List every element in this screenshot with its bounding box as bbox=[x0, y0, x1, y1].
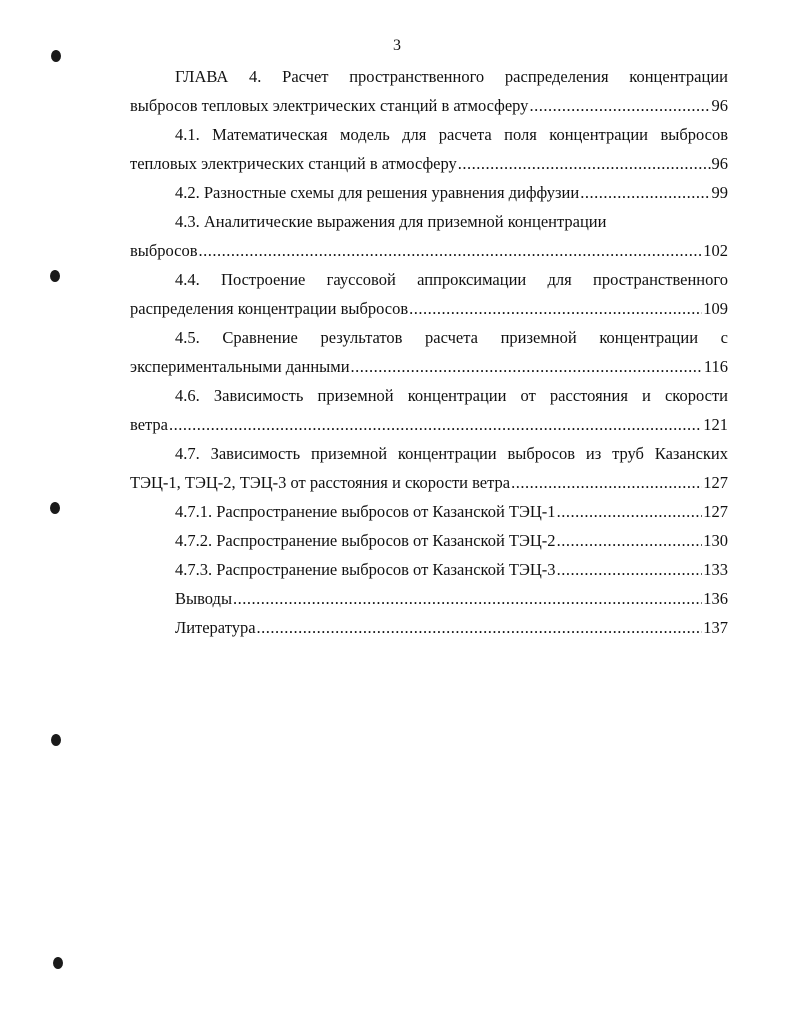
toc-entry-text: ТЭЦ-1, ТЭЦ-2, ТЭЦ-3 от расстояния и скорости ветра bbox=[130, 473, 511, 492]
toc-page-ref: 133 bbox=[703, 560, 728, 579]
leader-dots bbox=[458, 149, 711, 178]
leader-dots bbox=[409, 294, 702, 323]
toc-entry-text: выбросов тепловых электрических станций в атмосферу bbox=[130, 96, 529, 115]
toc-page-ref: 109 bbox=[703, 299, 728, 318]
toc-section-4-5-line1: 4.5. Сравнение результатов расчета приземной концентрации с bbox=[175, 328, 728, 347]
punch-hole-mark bbox=[53, 957, 63, 969]
toc-literature bbox=[130, 613, 728, 642]
leader-dots bbox=[199, 236, 703, 265]
toc-page-ref: 116 bbox=[703, 357, 728, 376]
toc-section-4-7-2 bbox=[130, 526, 728, 555]
toc-section-4-6-line2 bbox=[130, 410, 728, 439]
toc-section-4-7-3 bbox=[130, 555, 728, 584]
toc-page-ref: 102 bbox=[703, 241, 728, 260]
toc-page-ref: 96 bbox=[711, 96, 728, 115]
punch-hole-mark bbox=[51, 50, 61, 62]
punch-hole-mark bbox=[50, 270, 60, 282]
toc-page-ref: 136 bbox=[703, 589, 728, 608]
leader-dots bbox=[233, 584, 702, 613]
toc-page-ref: 127 bbox=[703, 473, 728, 492]
toc-section-4-7-1 bbox=[130, 497, 728, 526]
toc-page-ref: 121 bbox=[703, 415, 728, 434]
toc-page-ref: 137 bbox=[703, 618, 728, 637]
toc-section-4-4-line2 bbox=[130, 294, 728, 323]
toc-chapter4-line2 bbox=[130, 91, 728, 120]
toc-entry-text: ветра bbox=[130, 415, 169, 434]
toc-section-4-7-line1: 4.7. Зависимость приземной концентрации выбросов из труб Казанских bbox=[175, 444, 728, 463]
leader-dots bbox=[257, 613, 703, 642]
toc-entry-text: 4.7.2. Распространение выбросов от Казанской ТЭЦ-2 bbox=[175, 531, 556, 550]
leader-dots bbox=[557, 555, 703, 584]
toc-entry-text: экспериментальными данными bbox=[130, 357, 350, 376]
leader-dots bbox=[351, 352, 703, 381]
toc-page-ref: 99 bbox=[711, 183, 728, 202]
toc-section-4-1-line2 bbox=[130, 149, 728, 178]
leader-dots bbox=[169, 410, 702, 439]
toc-chapter4-line1: ГЛАВА 4. Расчет пространственного распределения концентрации bbox=[175, 67, 728, 86]
toc-section-4-3-line2 bbox=[130, 236, 728, 265]
toc-section-4-1-line1: 4.1. Математическая модель для расчета поля концентрации выбросов bbox=[175, 125, 728, 144]
punch-hole-mark bbox=[51, 734, 61, 746]
leader-dots bbox=[557, 497, 703, 526]
toc-entry-text: тепловых электрических станций в атмосферу bbox=[130, 154, 457, 173]
toc-page-ref: 130 bbox=[703, 531, 728, 550]
toc-entry-text: распределения концентрации выбросов bbox=[130, 299, 409, 318]
toc-entry-text: выбросов bbox=[130, 241, 198, 260]
toc-entry-text: Выводы bbox=[175, 589, 233, 608]
page-number: 3 bbox=[393, 37, 401, 54]
toc-entry-text: 4.7.3. Распространение выбросов от Казанской ТЭЦ-3 bbox=[175, 560, 556, 579]
toc-page-ref: 96 bbox=[711, 154, 728, 173]
table-of-contents bbox=[130, 62, 728, 642]
leader-dots bbox=[580, 178, 710, 207]
leader-dots bbox=[529, 91, 710, 120]
toc-section-4-3-line1: 4.3. Аналитические выражения для приземной концентрации bbox=[175, 212, 607, 231]
toc-page-ref: 127 bbox=[703, 502, 728, 521]
toc-section-4-7-line2 bbox=[130, 468, 728, 497]
toc-section-4-5-line2 bbox=[130, 352, 728, 381]
toc-section-4-4-line1: 4.4. Построение гауссовой аппроксимации для пространственного bbox=[175, 270, 728, 289]
leader-dots bbox=[557, 526, 703, 555]
toc-section-4-6-line1: 4.6. Зависимость приземной концентрации от расстояния и скорости bbox=[175, 386, 728, 405]
punch-hole-mark bbox=[50, 502, 60, 514]
toc-conclusions bbox=[130, 584, 728, 613]
leader-dots bbox=[511, 468, 702, 497]
toc-entry-text: Литература bbox=[175, 618, 256, 637]
toc-section-4-2 bbox=[130, 178, 728, 207]
toc-entry-text: 4.7.1. Распространение выбросов от Казанской ТЭЦ-1 bbox=[175, 502, 556, 521]
toc-entry-text: 4.2. Разностные схемы для решения уравнения диффузии bbox=[175, 183, 580, 202]
